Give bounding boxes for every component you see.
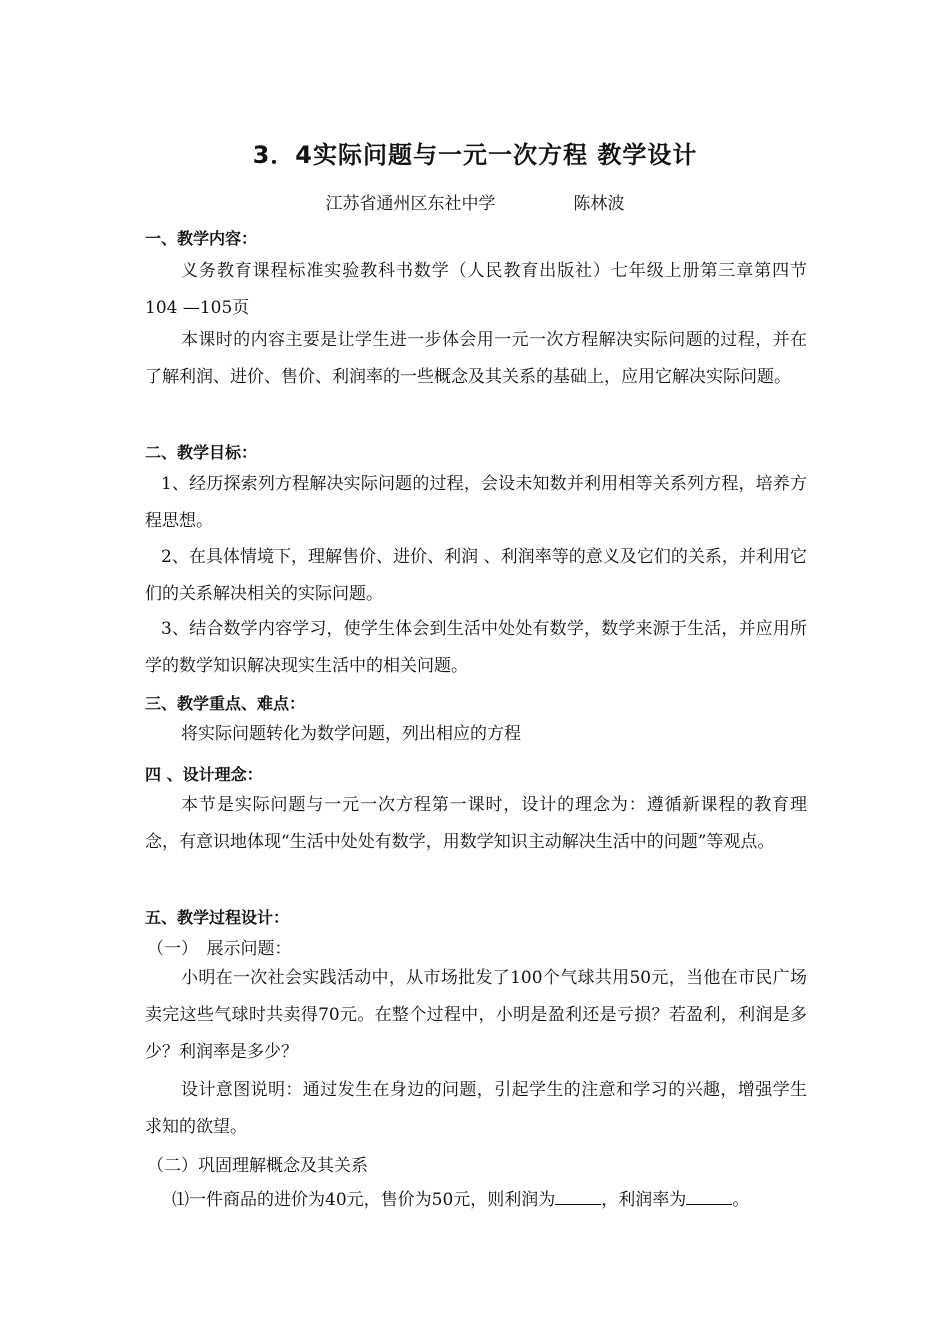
section-heading-process: 五、教学过程设计： <box>145 908 290 927</box>
section-heading-concept: 四 、设计理念： <box>145 765 263 784</box>
question-1-text-b: ，利润率为 <box>601 1190 687 1210</box>
subsection-concepts: （二）巩固理解概念及其关系 <box>147 1156 368 1176</box>
section-heading-content: 一、教学内容： <box>145 229 258 248</box>
question-1-text-a: ⑴一件商品的进价为40元，售价为50元，则利润为 <box>172 1190 556 1210</box>
goal-item-3: 3、结合数学内容学习，使学生体会到生活中处处有数学，数学来源于生活，并应用所学的数学知识解决现实生活中的相关问题。 <box>145 619 807 676</box>
paragraph-keypoints: 将实际问题转化为数学问题，列出相应的方程 <box>181 724 521 744</box>
section-heading-keypoints: 三、教学重点、难点： <box>145 694 306 713</box>
profit-blank[interactable] <box>555 1190 601 1205</box>
question-1-text-c: 。 <box>732 1190 750 1210</box>
profit-rate-blank[interactable] <box>686 1190 732 1205</box>
author-name: 陈林波 <box>573 194 625 214</box>
paragraph-intent: 设计意图说明：通过发生在身边的问题，引起学生的注意和学习的兴趣，增强学生求知的欲望。 <box>145 1080 807 1137</box>
subsection-show-problem: （一） 展示问题： <box>147 939 292 959</box>
goal-item-2: 2、在具体情境下，理解售价、进价、利润 、利润率等的意义及它们的关系，并利用它们的关系解决相关的实际问题。 <box>145 547 807 604</box>
question-1 <box>172 1185 749 1210</box>
section-heading-goals: 二、教学目标： <box>145 443 258 462</box>
paragraph-textbook: 义务教育课程标准实验教科书数学（人民教育出版社）七年级上册第三章第四节104 —105页 <box>145 261 807 318</box>
school-name: 江苏省通州区东社中学 <box>325 194 496 214</box>
paragraph-problem: 小明在一次社会实践活动中，从市场批发了100个气球共用50元，当他在市民广场卖完这些气球时共卖得70元。在整个过程中，小明是盈利还是亏损？若盈利，利润是多少？利润率是多少？ <box>145 968 807 1062</box>
paragraph-concept: 本节是实际问题与一元一次方程第一课时，设计的理念为：遵循新课程的教育理念，有意识地体现“生活中处处有数学，用数学知识主动解决生活中的问题”等观点。 <box>145 795 807 852</box>
paragraph-lesson-content: 本课时的内容主要是让学生进一步体会用一元一次方程解决实际问题的过程，并在了解利润、进价、售价、利润率的一些概念及其关系的基础上，应用它解决实际问题。 <box>145 330 807 387</box>
goal-item-1: 1、经历探索列方程解决实际问题的过程，会设未知数并利用相等关系列方程，培养方程思想。 <box>145 474 807 531</box>
page-title: 3．4实际问题与一元一次方程 教学设计 <box>252 141 698 169</box>
author-line <box>0 189 950 214</box>
